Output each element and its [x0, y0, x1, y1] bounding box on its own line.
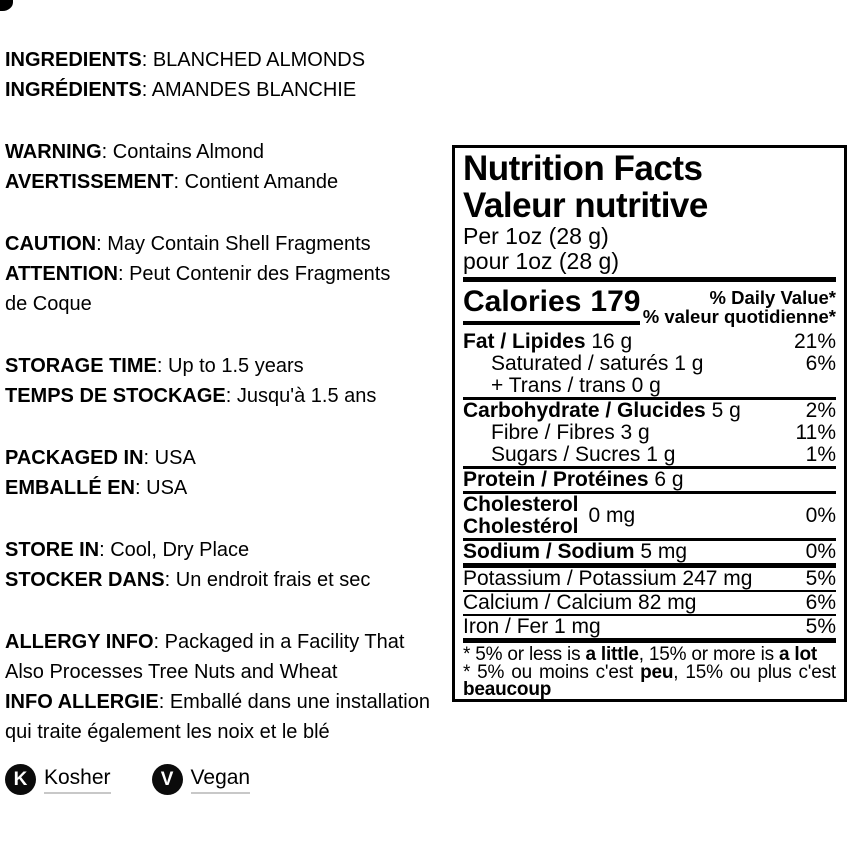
info-line: STORE IN: Cool, Dry Place	[5, 539, 250, 561]
info-line: STOCKER DANS: Un endroit frais et sec	[5, 569, 371, 591]
info-line: INFO ALLERGIE: Emballé dans une installation qui traite également les noix et le blé	[5, 691, 430, 743]
info-line: AVERTISSEMENT: Contient Amande	[5, 171, 339, 193]
corner-artifact	[0, 0, 13, 11]
info-group	[5, 229, 475, 319]
nutrient-row: Cholesterol Cholestérol 0 mg 0%	[463, 494, 836, 541]
calories-label: Calories	[463, 285, 582, 318]
badge-label: Vegan	[191, 766, 251, 794]
nft-title-en: Nutrition Facts	[463, 149, 703, 188]
info-group	[5, 351, 475, 411]
nutrient-row: Sodium / Sodium 5 mg 0%	[463, 541, 836, 568]
info-group	[5, 443, 475, 503]
badge-label: Kosher	[44, 766, 111, 794]
nft-footnote: * 5% or less is a little, 15% or more is a lot * 5% ou moins c'est peu, 15% ou plus c'est beaucoup	[463, 644, 836, 700]
daily-value-header-en: % Daily Value*	[709, 287, 836, 308]
info-line: INGRÉDIENTS: AMANDES BLANCHIE	[5, 79, 357, 101]
calories-value	[463, 286, 640, 325]
nutrient-row: Saturated / saturés 1 g 6%	[491, 352, 836, 375]
info-line: CAUTION: May Contain Shell Fragments	[5, 233, 371, 255]
calories-row	[463, 286, 836, 330]
serving-size-fr: pour 1oz (28 g)	[463, 248, 619, 274]
info-line: STORAGE TIME: Up to 1.5 years	[5, 355, 304, 377]
info-group	[5, 45, 475, 105]
info-group	[5, 137, 475, 197]
nutrient-rows	[463, 331, 836, 643]
daily-value-header-fr: % valeur quotidienne*	[642, 306, 836, 327]
info-line: ALLERGY INFO: Packaged in a Facility That Also Processes Tree Nuts and Wheat	[5, 631, 405, 683]
kosher-icon: K	[5, 764, 36, 795]
nutrient-row: Fat / Lipides 16 g 21%	[463, 330, 836, 353]
divider-thick	[463, 277, 836, 282]
daily-value-header	[643, 286, 836, 330]
nutrient-row: Calcium / Calcium 82 mg 6%	[463, 591, 836, 614]
nutrient-row: Sugars / Sucres 1 g 1%	[463, 444, 836, 469]
info-line: EMBALLÉ EN: USA	[5, 477, 188, 499]
serving-size-en: Per 1oz (28 g)	[463, 223, 609, 249]
nutrition-facts-panel	[452, 145, 847, 702]
vegan-icon: V	[152, 764, 183, 795]
info-line: INGREDIENTS: BLANCHED ALMONDS	[5, 49, 366, 71]
nutrient-row: Carbohydrate / Glucides 5 g 2%	[463, 399, 836, 422]
product-info-column	[5, 45, 475, 779]
info-line: WARNING: Contains Almond	[5, 141, 264, 163]
nutrient-row: Fibre / Fibres 3 g 11%	[491, 421, 836, 444]
calories-number: 179	[590, 285, 641, 318]
info-line: ATTENTION: Peut Contenir des Fragments de Coque	[5, 263, 391, 315]
nft-title-fr: Valeur nutritive	[463, 186, 708, 225]
info-line: TEMPS DE STOCKAGE: Jusqu'à 1.5 ans	[5, 385, 377, 407]
nutrient-row: Potassium / Potassium 247 mg 5%	[463, 567, 836, 590]
nutrient-row: + Trans / trans 0 g	[463, 375, 836, 400]
nutrient-row: Iron / Fer 1 mg 5%	[463, 616, 836, 643]
nutrient-row: Protein / Protéines 6 g	[463, 469, 836, 494]
info-group	[5, 627, 475, 747]
info-line: PACKAGED IN: USA	[5, 447, 196, 469]
info-group	[5, 535, 475, 595]
